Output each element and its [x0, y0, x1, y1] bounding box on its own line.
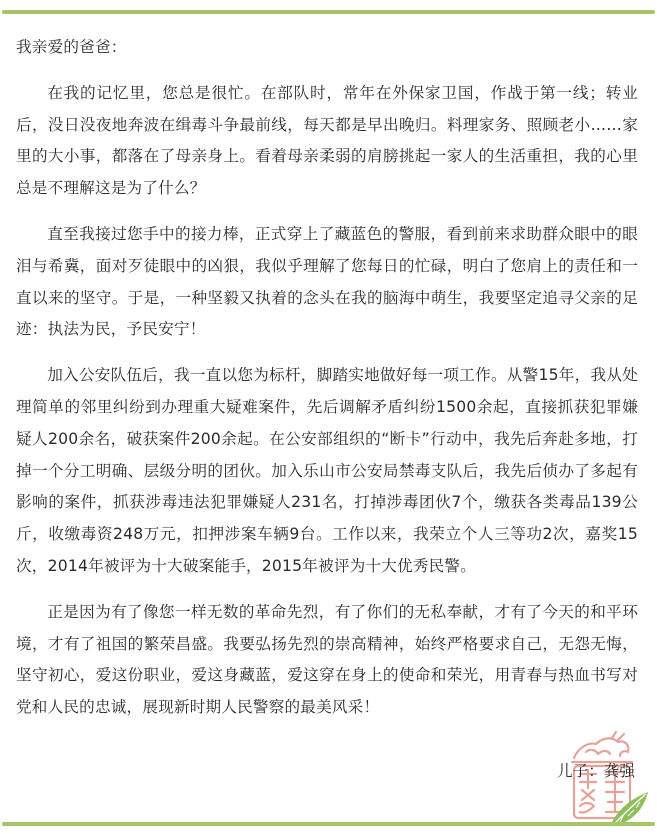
- salutation: 我亲爱的爸爸：: [16, 38, 127, 56]
- paragraph-2: 直至我接过您手中的接力棒，正式穿上了藏蓝色的警服，看到前来求助群众眼中的眼泪与希冀，面对歹徒眼中的凶狠，我似乎理解了您每日的忙碌，明白了您肩上的责任和一直以来的坚守。于是，一种坚毅又执着的念头在我的脑海中萌生，我要坚定追寻父亲的足迹：执法为民，予民安宁！: [16, 224, 638, 339]
- paragraph-1: 在我的记忆里，您总是很忙。在部队时，常年在外保家卫国，作战于第一线；转业后，没日没夜地奔波在缉毒斗争最前线，每天都是早出晚归。料理家务、照顾老小……家里的大小事，都落在了母亲身上。看着母亲柔弱的肩膀挑起一家人的生活重担，我的心里总是不理解这是为了什么？: [16, 83, 638, 198]
- signature: 儿子：龚强: [557, 762, 635, 780]
- top-divider: [2, 10, 655, 14]
- bottom-divider: [2, 822, 655, 826]
- letter-body: [16, 32, 638, 738]
- paragraph-4: 正是因为有了像您一样无数的革命先烈，有了你们的无私奉献，才有了今天的和平环境，才有了祖国的繁荣昌盛。我要弘扬先烈的崇高精神，始终严格要求自己，无怨无悔，坚守初心，爱这份职业，爱这身藏蓝，爱这穿在身上的使命和荣光，用青春与热血书写对党和人民的忠诚，展现新时期人民警察的最美风采！: [16, 602, 638, 717]
- paragraph-3: 加入公安队伍后，我一直以您为标杆，脚踏实地做好每一项工作。从警15年，我从处理简单的邻里纠纷到办理重大疑难案件，先后调解矛盾纠纷1500余起，直接抓获犯罪嫌疑人200余名，破获案件200余起。在公安部组织的“断卡”行动中，我先后奔赴多地，打掉一个分工明确、层级分明的团伙。加入乐山市公安局禁毒支队后，我先后侦办了多起有影响的案件，抓获涉毒违法犯罪嫌疑人231名，打掉涉毒团伙7个，缴获各类毒品139公斤，收缴毒资248万元，扣押涉案车辆9台。工作以来，我荣立个人三等功2次，嘉奖15次，2014年被评为十大破案能手，2015年被评为十大优秀民警。: [16, 366, 638, 575]
